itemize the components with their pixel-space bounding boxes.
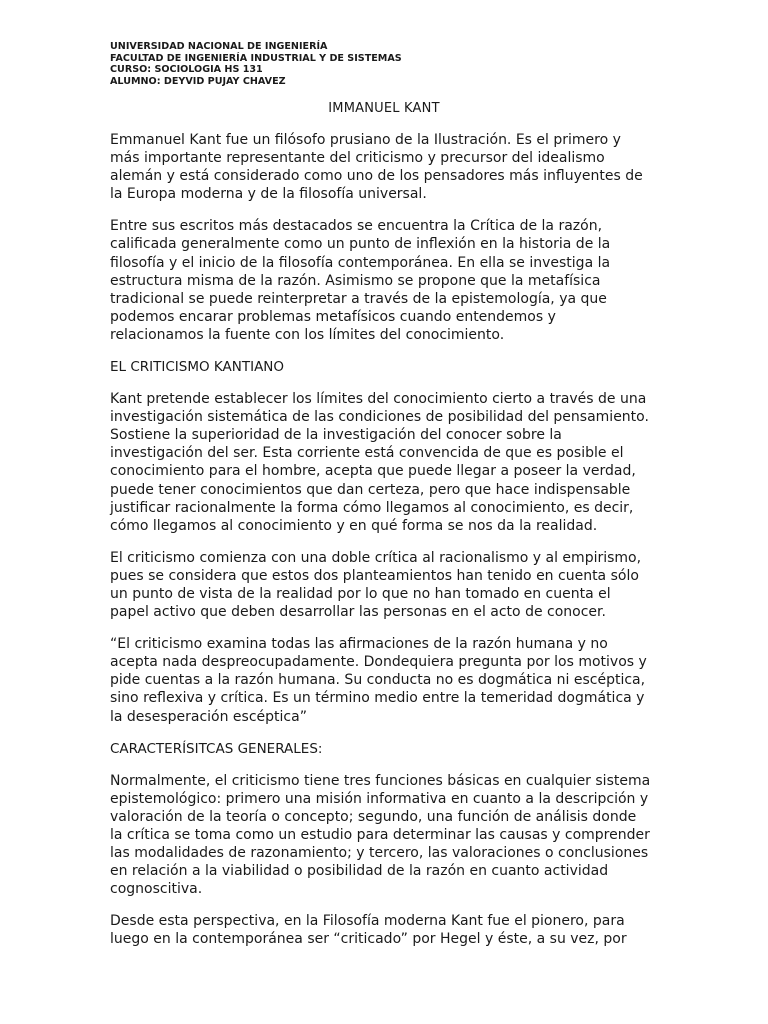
text-line: Normalmente, el criticismo tiene tres funciones básicas en cualquier sistema xyxy=(110,772,651,789)
text-line: sino reflexiva y crítica. Es un término medio entre la temeridad dogmática y xyxy=(110,690,645,707)
document-title: IMMANUEL KANT xyxy=(328,101,440,116)
text-line: la Europa moderna y de la filosofía universal. xyxy=(110,186,427,203)
text-line: puede tener conocimientos que dan certeza, pero que hace indispensable xyxy=(110,481,631,498)
section-heading-caracteristicas: CARACTERÍSITCAS GENERALES: xyxy=(110,740,323,757)
course-line: CURSO: SOCIOLOGIA HS 131 xyxy=(110,64,263,75)
text-line: justificar racionalmente la forma cómo llegamos al conocimiento, es decir, xyxy=(110,499,634,516)
paragraph-functions xyxy=(110,772,658,899)
text-line: El criticismo comienza con una doble crítica al racionalismo y al empirismo, xyxy=(110,549,642,566)
paragraph-writings xyxy=(110,217,658,344)
text-line: podemos encarar problemas metafísicos cuando entendemos y xyxy=(110,308,556,325)
text-line: pues se considera que estos dos planteamientos han tenido en cuenta sólo xyxy=(110,567,639,584)
text-line: relacionamos la fuente con los límites del conocimiento. xyxy=(110,326,505,343)
text-line: la crítica se toma como un estudio para determinar las causas y comprender xyxy=(110,826,650,843)
text-line: pide cuentas a la razón humana. Su conducta no es dogmática ni escéptica, xyxy=(110,672,646,689)
text-line: Desde esta perspectiva, en la Filosofía moderna Kant fue el pionero, para xyxy=(110,913,625,930)
text-line: epistemológico: primero una misión informativa en cuanto a la descripción y xyxy=(110,790,649,807)
text-line: valoración de la teoría o concepto; segundo, una función de análisis donde xyxy=(110,808,637,825)
document-header xyxy=(110,41,658,87)
text-line: Emmanuel Kant fue un filósofo prusiano de la Ilustración. Es el primero y xyxy=(110,132,621,148)
text-line: un punto de vista de la realidad por lo que no han tomado en cuenta el xyxy=(110,585,611,602)
text-line: en relación a la viabilidad o posibilidad de la razón en cuanto actividad xyxy=(110,863,609,880)
text-line: Kant pretende establecer los límites del conocimiento cierto a través de una xyxy=(110,391,647,408)
text-line: papel activo que deben desarrollar las personas en el acto de conocer. xyxy=(110,604,606,621)
student-line: ALUMNO: DEYVID PUJAY CHAVEZ xyxy=(110,75,286,87)
text-line: luego en la contemporánea ser “criticado” por Hegel y éste, a su vez, por xyxy=(110,931,627,948)
text-line: Sostiene la superioridad de la investigación del conocer sobre la xyxy=(110,427,562,444)
paragraph-quote xyxy=(110,635,658,725)
paragraph-intro xyxy=(110,131,658,203)
faculty-line: FACULTAD DE INGENIERÍA INDUSTRIAL Y DE SISTEMAS xyxy=(110,52,402,64)
text-line: la desesperación escéptica” xyxy=(110,708,307,725)
paragraph-kant-limits xyxy=(110,390,658,535)
text-line: tradicional se puede reinterpretar a través de la epistemología, ya que xyxy=(110,290,607,307)
university-line: UNIVERSIDAD NACIONAL DE INGENIERÍA xyxy=(110,41,328,52)
paragraph-double-critique xyxy=(110,549,658,621)
text-line: investigación del ser. Esta corriente está convencida de que es posible el xyxy=(110,445,624,462)
section-heading-criticismo: EL CRITICISMO KANTIANO xyxy=(110,359,285,376)
text-line: acepta nada despreocupadamente. Dondequiera pregunta por los motivos y xyxy=(110,654,647,671)
text-line: filosofía y el inicio de la filosofía contemporánea. En ella se investiga la xyxy=(110,254,611,271)
text-line: calificada generalmente como un punto de inflexión en la historia de la xyxy=(110,236,611,253)
text-line: estructura misma de la razón. Asimismo se propone que la metafísica xyxy=(110,272,601,289)
text-line: investigación sistemática de las condiciones de posibilidad del pensamiento. xyxy=(110,409,649,426)
text-line: cognoscitiva. xyxy=(110,881,203,898)
text-line: Entre sus escritos más destacados se encuentra la Crítica de la razón, xyxy=(110,218,603,235)
paragraph-perspective xyxy=(110,912,658,948)
text-line: conocimiento para el hombre, acepta que puede llegar a poseer la verdad, xyxy=(110,463,636,480)
text-line: “El criticismo examina todas las afirmaciones de la razón humana y no xyxy=(110,636,608,653)
document-page xyxy=(110,41,658,948)
text-line: las modalidades de razonamiento; y tercero, las valoraciones o conclusiones xyxy=(110,845,649,861)
text-line: alemán y está considerado como uno de los pensadores más influyentes de xyxy=(110,168,643,185)
text-line: cómo llegamos al conocimiento y en qué forma se nos da la realidad. xyxy=(110,517,598,534)
text-line: más importante representante del criticismo y precursor del idealismo xyxy=(110,150,605,167)
